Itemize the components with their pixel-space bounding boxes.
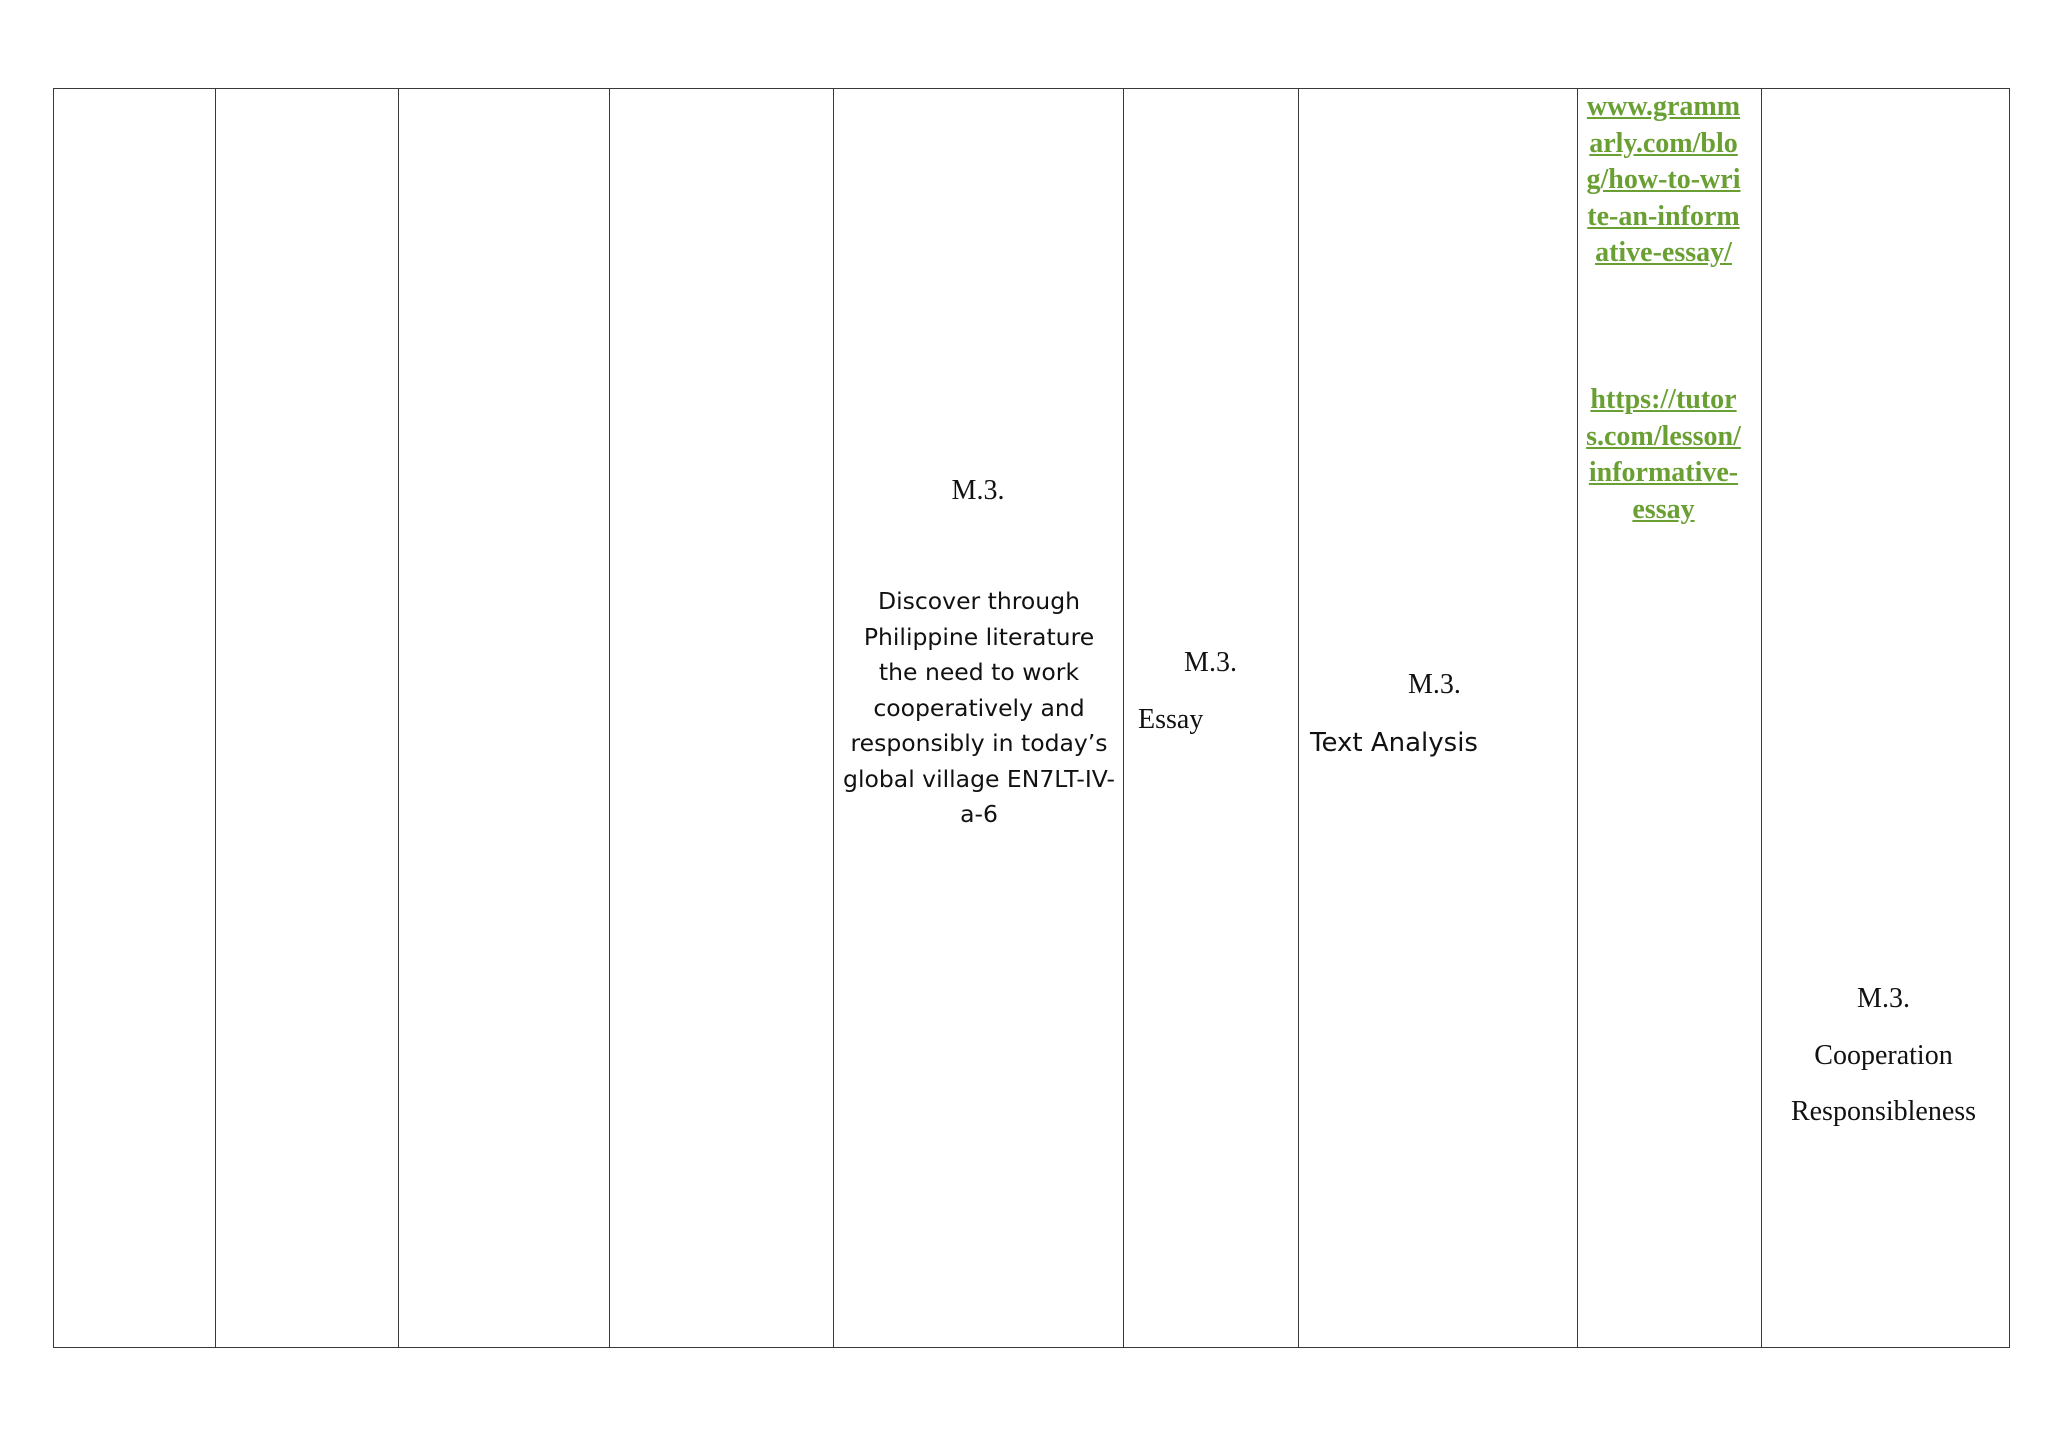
competency-text: Discover through Philippine literature the need to work cooperatively and responsibly in today’s global village EN7LT-IV-a-6 [843, 587, 1115, 828]
value-responsibleness: Responsibleness [1790, 1096, 1977, 1127]
activity-code: M.3. [1408, 669, 1461, 700]
competency-code: M.3. [951, 475, 1005, 506]
column-divider [398, 89, 399, 1347]
column-divider [1577, 89, 1578, 1347]
values-code: M.3. [1857, 983, 1910, 1014]
column-divider [833, 89, 834, 1347]
column-divider [215, 89, 216, 1347]
resource-link-tutors[interactable]: https://tutors.com/lesson/informative-essay [1586, 384, 1741, 525]
column-divider [609, 89, 610, 1347]
resource-link-grammarly[interactable]: www.grammarly.com/blog/how-to-write-an-informative-essay/ [1586, 91, 1741, 268]
column-divider [1298, 89, 1299, 1347]
column-divider [1123, 89, 1124, 1347]
assessment-label: Essay [1138, 704, 1204, 735]
activity-label: Text Analysis [1310, 728, 1478, 758]
column-divider [1761, 89, 1762, 1347]
value-cooperation: Cooperation [1814, 1040, 1953, 1071]
assessment-code: M.3. [1184, 647, 1237, 678]
